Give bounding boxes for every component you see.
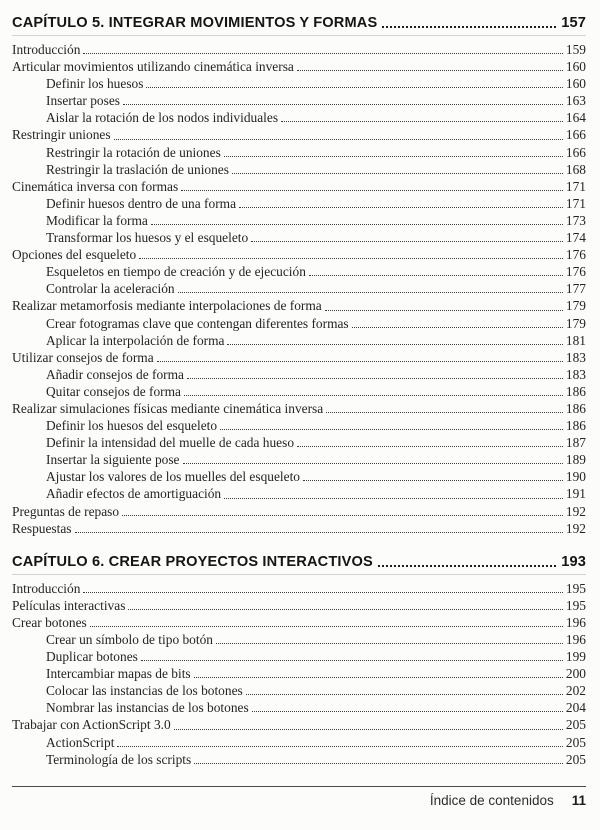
- chapter-heading: [12, 13, 586, 33]
- toc-entry: [12, 383, 586, 400]
- toc-entry: [12, 263, 586, 280]
- toc-entry-label: Modificar la forma: [46, 212, 148, 228]
- dot-leader: [146, 87, 562, 88]
- toc-entry-label: Añadir consejos de forma: [46, 366, 184, 382]
- dot-leader: [83, 53, 562, 54]
- toc-entry-label: Trabajar con ActionScript 3.0: [12, 717, 171, 733]
- toc-entry-label: Crear un símbolo de tipo botón: [46, 632, 213, 647]
- dot-leader: [139, 258, 563, 259]
- dot-leader: [251, 241, 563, 242]
- toc-entry-page-number: 183: [565, 349, 586, 365]
- toc-entry: [12, 161, 586, 178]
- toc-entry-page-number: 176: [565, 247, 586, 263]
- dot-leader: [252, 711, 563, 712]
- dot-leader: [83, 592, 562, 593]
- toc-entry-page-number: 174: [565, 230, 586, 246]
- footer-page-number: 11: [571, 793, 586, 808]
- toc-entry-label: Controlar la aceleración: [46, 281, 175, 297]
- toc-entry-list: [12, 580, 586, 768]
- toc-entry-label: Opciones del esqueleto: [12, 247, 137, 263]
- toc-entry-page-number: 186: [565, 400, 586, 416]
- toc-entry-label: Respuestas: [12, 520, 72, 536]
- chapter-heading-rule: [12, 35, 586, 36]
- toc-entry: [12, 682, 586, 699]
- toc-entry-page-number: 163: [565, 93, 586, 109]
- toc-entry-label: Introducción: [12, 42, 81, 57]
- toc-entry-label: Duplicar botones: [46, 649, 138, 665]
- dot-leader: [297, 70, 563, 71]
- dot-leader: [309, 275, 563, 276]
- chapter-page-number: 193: [561, 553, 586, 570]
- toc-entry-label: Introducción: [12, 580, 81, 596]
- toc-entry: [12, 366, 586, 383]
- toc-entry-page-number: 173: [565, 212, 586, 228]
- toc-entry: [12, 734, 586, 751]
- dot-leader: [141, 660, 563, 661]
- dot-leader: [227, 344, 562, 345]
- toc-entry: [12, 451, 586, 468]
- toc-entry-label: Nombrar las instancias de los botones: [46, 700, 249, 716]
- toc-entry-label: Transformar los huesos y el esqueleto: [46, 230, 249, 246]
- dot-leader: [174, 729, 563, 730]
- toc-entry: [12, 349, 586, 366]
- toc-entry: [12, 144, 586, 161]
- toc-entry: [12, 178, 586, 195]
- dot-leader: [157, 361, 563, 362]
- dot-leader: [297, 446, 563, 447]
- toc-entry: [12, 597, 586, 614]
- toc-entry: [12, 75, 586, 92]
- toc-entry-page-number: 205: [565, 751, 586, 767]
- toc-entry-label: Utilizar consejos de forma: [12, 349, 154, 365]
- dot-leader: [75, 532, 563, 533]
- toc-entry-label: Insertar la siguiente pose: [46, 452, 180, 468]
- toc-entry-page-number: 195: [565, 580, 586, 596]
- dot-leader: [281, 121, 563, 122]
- toc-entry-label: Realizar simulaciones físicas mediante cinemática inversa: [12, 400, 324, 416]
- dot-leader: [151, 224, 563, 225]
- toc-entry-page-number: 192: [565, 520, 586, 536]
- toc-entry-label: Quitar consejos de forma: [46, 383, 181, 399]
- toc-entry-page-number: 191: [565, 486, 586, 502]
- toc-entry-page-number: 160: [565, 59, 586, 75]
- dot-leader: [378, 565, 556, 567]
- page-footer: [12, 786, 586, 808]
- toc-entry: [12, 400, 586, 417]
- toc-entry-page-number: 196: [565, 632, 586, 647]
- toc-entry-label: Definir los huesos: [46, 76, 144, 92]
- toc-entry: [12, 212, 586, 229]
- toc-entry-label: Ajustar los valores de los muelles del esqueleto: [46, 469, 300, 485]
- toc-entry: [12, 520, 586, 537]
- toc-entry-page-number: 187: [565, 435, 586, 451]
- toc-entry-page-number: 179: [565, 298, 586, 314]
- toc-entry: [12, 41, 586, 58]
- toc-entry: [12, 580, 586, 597]
- toc-section: [12, 13, 586, 537]
- toc-entry-label: Restringir la rotación de uniones: [46, 144, 221, 160]
- toc-entry: [12, 751, 586, 768]
- toc-entry: [12, 280, 586, 297]
- toc-entry-page-number: 176: [565, 264, 586, 280]
- toc-entry-page-number: 190: [565, 469, 586, 485]
- dot-leader: [326, 412, 563, 413]
- toc-entry-label: Preguntas de repaso: [12, 503, 120, 519]
- toc-entry-label: Crear fotogramas clave que contengan diferentes formas: [46, 315, 349, 331]
- toc-entry-page-number: 166: [565, 144, 586, 160]
- dot-leader: [187, 378, 563, 379]
- dot-leader: [224, 156, 563, 157]
- dot-leader: [303, 480, 563, 481]
- toc-entry-list: [12, 41, 586, 537]
- dot-leader: [239, 207, 563, 208]
- toc-entry-page-number: 204: [565, 700, 586, 716]
- dot-leader: [194, 763, 563, 764]
- toc-entry: [12, 699, 586, 716]
- dot-leader: [114, 139, 563, 140]
- dot-leader: [122, 515, 563, 516]
- toc-entry: [12, 126, 586, 143]
- dot-leader: [184, 395, 563, 396]
- dot-leader: [90, 626, 563, 627]
- toc-entry-page-number: 177: [565, 281, 586, 297]
- toc-entry-page-number: 159: [565, 42, 586, 57]
- toc-entry: [12, 92, 586, 109]
- toc-entry: [12, 332, 586, 349]
- toc-entry-label: Aislar la rotación de los nodos individuales: [46, 110, 279, 126]
- dot-leader: [194, 677, 563, 678]
- chapter-title: CAPÍTULO 6. CREAR PROYECTOS INTERACTIVOS: [12, 553, 373, 570]
- toc-entry-label: Crear botones: [12, 614, 87, 630]
- toc-entry-label: Cinemática inversa con formas: [12, 178, 179, 194]
- toc-entry: [12, 417, 586, 434]
- dot-leader: [128, 609, 562, 610]
- chapter-heading-rule: [12, 574, 586, 575]
- toc-entry-page-number: 186: [565, 383, 586, 399]
- toc-entry-page-number: 195: [565, 597, 586, 613]
- toc-entry-label: Añadir efectos de amortiguación: [46, 486, 222, 502]
- dot-leader: [178, 292, 563, 293]
- toc-entry: [12, 434, 586, 451]
- toc-entry-page-number: 186: [565, 418, 586, 434]
- chapter-page-number: 157: [561, 15, 586, 31]
- dot-leader: [220, 429, 563, 430]
- dot-leader: [246, 694, 563, 695]
- dot-leader: [352, 327, 563, 328]
- toc-entry: [12, 631, 586, 648]
- toc-entry-page-number: 166: [565, 127, 586, 143]
- toc-entry: [12, 468, 586, 485]
- toc-entry-label: Definir huesos dentro de una forma: [46, 195, 237, 211]
- toc-entry-label: Restringir uniones: [12, 127, 111, 143]
- toc-entry-page-number: 205: [565, 717, 586, 733]
- toc-entry: [12, 58, 586, 75]
- toc-entry: [12, 246, 586, 263]
- toc-entry-page-number: 199: [565, 649, 586, 665]
- toc-entry-label: Intercambiar mapas de bits: [46, 666, 191, 682]
- toc-entry-page-number: 181: [565, 332, 586, 348]
- toc-entry-label: ActionScript: [46, 734, 115, 750]
- dot-leader: [232, 173, 563, 174]
- toc-entry: [12, 315, 586, 332]
- toc-sections: [12, 13, 586, 768]
- toc-entry-page-number: 164: [565, 110, 586, 126]
- toc-entry: [12, 716, 586, 733]
- chapter-heading: [12, 552, 586, 572]
- toc-entry-page-number: 205: [565, 734, 586, 750]
- toc-entry-label: Colocar las instancias de los botones: [46, 683, 243, 699]
- toc-entry-label: Restringir la traslación de uniones: [46, 161, 229, 177]
- dot-leader: [181, 190, 563, 191]
- toc-entry: [12, 614, 586, 631]
- toc-entry-label: Películas interactivas: [12, 597, 126, 613]
- toc-entry-label: Insertar poses: [46, 93, 120, 109]
- dot-leader: [224, 498, 563, 499]
- toc-entry-label: Definir la intensidad del muelle de cada hueso: [46, 435, 295, 451]
- toc-entry-label: Aplicar la interpolación de forma: [46, 332, 225, 348]
- toc-entry-page-number: 168: [565, 161, 586, 177]
- toc-entry-page-number: 202: [565, 683, 586, 699]
- toc-entry-label: Terminología de los scripts: [46, 751, 192, 767]
- dot-leader: [123, 104, 563, 105]
- dot-leader: [117, 746, 562, 747]
- toc-entry: [12, 109, 586, 126]
- toc-entry: [12, 229, 586, 246]
- toc-entry-label: Definir los huesos del esqueleto: [46, 418, 218, 434]
- dot-leader: [325, 310, 563, 311]
- chapter-title: CAPÍTULO 5. INTEGRAR MOVIMIENTOS Y FORMAS: [12, 15, 378, 31]
- toc-entry-label: Esqueletos en tiempo de creación y de ejecución: [46, 264, 306, 280]
- dot-leader: [382, 26, 556, 28]
- toc-entry-label: Articular movimientos utilizando cinemática inversa: [12, 59, 294, 75]
- toc-entry-page-number: 171: [565, 178, 586, 194]
- toc-entry-page-number: 196: [565, 614, 586, 630]
- footer-section-label: Índice de contenidos: [429, 793, 554, 808]
- toc-entry-page-number: 160: [565, 76, 586, 92]
- toc-entry-page-number: 183: [565, 366, 586, 382]
- toc-entry: [12, 648, 586, 665]
- toc-entry: [12, 195, 586, 212]
- dot-leader: [183, 463, 563, 464]
- toc-entry-page-number: 189: [565, 452, 586, 468]
- toc-entry-page-number: 179: [565, 315, 586, 331]
- toc-entry: [12, 485, 586, 502]
- toc-entry-page-number: 192: [565, 503, 586, 519]
- dot-leader: [216, 643, 563, 644]
- toc-entry: [12, 503, 586, 520]
- toc-entry-page-number: 200: [565, 666, 586, 682]
- toc-section: [12, 552, 586, 768]
- toc-entry-label: Realizar metamorfosis mediante interpolaciones de forma: [12, 298, 322, 314]
- toc-entry: [12, 297, 586, 314]
- toc-entry: [12, 665, 586, 682]
- toc-entry-page-number: 171: [565, 195, 586, 211]
